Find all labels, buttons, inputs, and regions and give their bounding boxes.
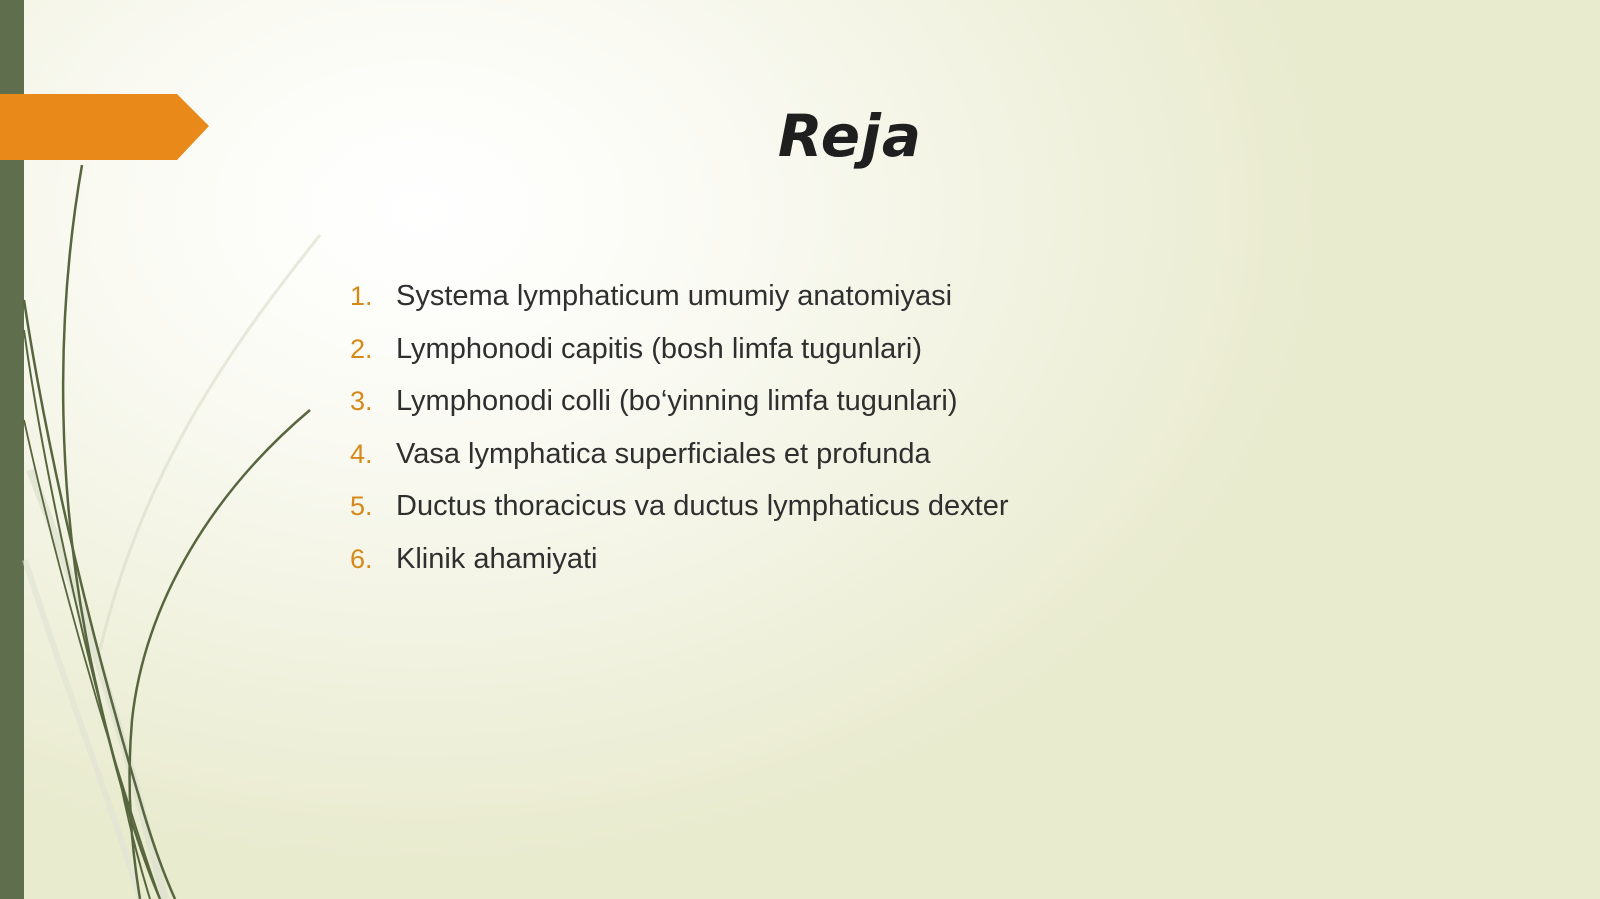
list-item-number: 6. bbox=[350, 543, 373, 574]
list-item-number: 4. bbox=[350, 438, 373, 469]
list-item-text: Vasa lymphatica superficiales et profunda bbox=[396, 437, 931, 470]
list-item-number: 1. bbox=[350, 281, 373, 311]
stem-2 bbox=[24, 300, 175, 899]
list-item bbox=[350, 385, 1009, 438]
list-item-text: Lymphonodi capitis (bosh limfa tugunlari) bbox=[396, 332, 923, 365]
orange-arrow-banner bbox=[0, 94, 209, 160]
list-item-text: Klinik ahamiyati bbox=[396, 542, 598, 575]
list-item-text: Lymphonodi colli (bo‘yinning limfa tugunlari) bbox=[396, 385, 958, 418]
faint-stem-2 bbox=[100, 235, 320, 650]
slide-title: Reja bbox=[777, 102, 923, 170]
list-item bbox=[350, 543, 1009, 596]
list-item-number: 2. bbox=[350, 333, 373, 364]
list-item bbox=[350, 280, 1009, 333]
list-item-number: 3. bbox=[350, 386, 373, 417]
list-item bbox=[350, 438, 1009, 491]
list-item bbox=[350, 490, 1009, 543]
stem-1 bbox=[63, 165, 160, 899]
list-item-number: 5. bbox=[350, 491, 373, 522]
list-item bbox=[350, 333, 1009, 386]
agenda-list bbox=[350, 280, 1009, 596]
stem-5 bbox=[24, 420, 160, 899]
list-item-text: Ductus thoracicus va ductus lymphaticus dexter bbox=[396, 490, 1009, 523]
list-item-text: Systema lymphaticum umumiy anatomiyasi bbox=[396, 280, 953, 312]
